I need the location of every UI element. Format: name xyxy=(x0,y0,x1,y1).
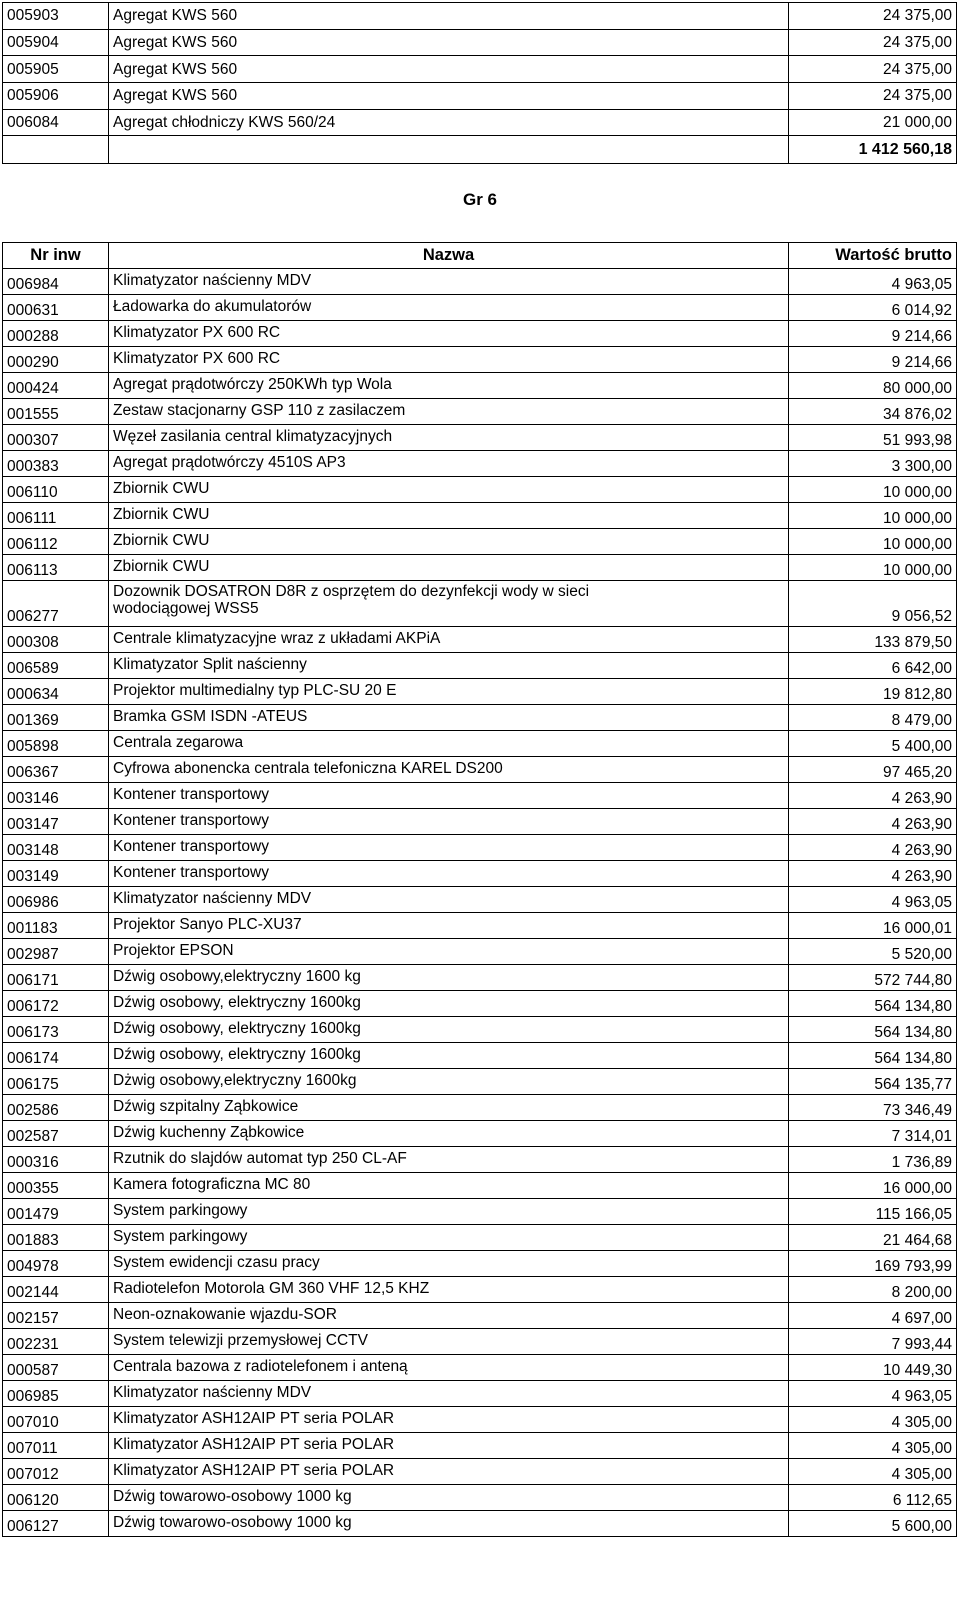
nr-inw-cell: 000308 xyxy=(3,627,109,653)
table-row xyxy=(3,503,957,529)
nr-inw-cell: 006172 xyxy=(3,991,109,1017)
nazwa-line: Zbiornik CWU xyxy=(113,506,210,523)
table-row xyxy=(3,581,957,627)
nazwa-line: Zestaw stacjonarny GSP 110 z zasilaczem xyxy=(113,402,406,419)
table-row xyxy=(3,835,957,861)
table-row xyxy=(3,1069,957,1095)
nr-inw-cell: 006120 xyxy=(3,1485,109,1511)
table-row xyxy=(3,887,957,913)
wartosc-cell: 133 879,50 xyxy=(789,627,957,653)
wartosc-cell: 115 166,05 xyxy=(789,1199,957,1225)
nazwa-line: Klimatyzator ASH12AIP PT seria POLAR xyxy=(113,1436,395,1453)
nazwa-line: Zbiornik CWU xyxy=(113,480,210,497)
nr-inw-cell: 002157 xyxy=(3,1303,109,1329)
nazwa-line: Dźwig osobowy, elektryczny 1600kg xyxy=(113,1046,361,1063)
previous-group-table xyxy=(2,2,957,164)
nr-inw-cell: 003147 xyxy=(3,809,109,835)
nazwa-cell: Agregat chłodniczy KWS 560/24 xyxy=(109,109,789,136)
nazwa-line: Kontener transportowy xyxy=(113,786,269,803)
wartosc-cell: 4 263,90 xyxy=(789,835,957,861)
nazwa-cell xyxy=(109,295,789,321)
table-row xyxy=(3,321,957,347)
nr-inw-cell: 006174 xyxy=(3,1043,109,1069)
nr-inw-cell: 002587 xyxy=(3,1121,109,1147)
nr-inw-cell: 006084 xyxy=(3,109,109,136)
nr-inw-cell: 000587 xyxy=(3,1355,109,1381)
wartosc-cell: 21 000,00 xyxy=(789,109,957,136)
nr-inw-cell: 001555 xyxy=(3,399,109,425)
nr-inw-cell: 006175 xyxy=(3,1069,109,1095)
table-row xyxy=(3,1225,957,1251)
table-row xyxy=(3,529,957,555)
nazwa-cell: Agregat KWS 560 xyxy=(109,3,789,30)
nr-inw-cell: 000634 xyxy=(3,679,109,705)
wartosc-cell: 1 736,89 xyxy=(789,1147,957,1173)
nazwa-cell xyxy=(109,1303,789,1329)
nazwa-cell xyxy=(109,477,789,503)
nazwa-cell xyxy=(109,1277,789,1303)
nazwa-cell xyxy=(109,321,789,347)
nazwa-cell xyxy=(109,705,789,731)
nazwa-cell xyxy=(109,555,789,581)
nazwa-cell xyxy=(109,1459,789,1485)
table-row xyxy=(3,1017,957,1043)
wartosc-cell: 4 263,90 xyxy=(789,809,957,835)
nazwa-cell xyxy=(109,269,789,295)
nr-inw-cell: 005898 xyxy=(3,731,109,757)
table-row xyxy=(3,1147,957,1173)
nr-inw-cell: 006173 xyxy=(3,1017,109,1043)
nazwa-line: System parkingowy xyxy=(113,1228,248,1245)
empty-cell xyxy=(3,136,109,164)
nazwa-cell xyxy=(109,835,789,861)
wartosc-cell: 6 642,00 xyxy=(789,653,957,679)
nazwa-cell xyxy=(109,1147,789,1173)
nazwa-cell xyxy=(109,1407,789,1433)
table-row xyxy=(3,809,957,835)
table-row xyxy=(3,1199,957,1225)
table-row xyxy=(3,1303,957,1329)
wartosc-cell: 9 214,66 xyxy=(789,321,957,347)
nr-inw-cell: 006113 xyxy=(3,555,109,581)
wartosc-cell: 6 112,65 xyxy=(789,1485,957,1511)
nazwa-line: Klimatyzator naścienny MDV xyxy=(113,1384,312,1401)
wartosc-cell: 73 346,49 xyxy=(789,1095,957,1121)
wartosc-cell: 8 479,00 xyxy=(789,705,957,731)
wartosc-cell: 24 375,00 xyxy=(789,29,957,56)
nazwa-line: Agregat prądotwórczy 250KWh typ Wola xyxy=(113,376,392,393)
nr-inw-cell: 006110 xyxy=(3,477,109,503)
nr-inw-cell: 001183 xyxy=(3,913,109,939)
wartosc-cell: 4 305,00 xyxy=(789,1459,957,1485)
wartosc-cell: 3 300,00 xyxy=(789,451,957,477)
nr-inw-cell: 001883 xyxy=(3,1225,109,1251)
nr-inw-cell: 007011 xyxy=(3,1433,109,1459)
nr-inw-cell: 002231 xyxy=(3,1329,109,1355)
nr-inw-cell: 005903 xyxy=(3,3,109,30)
nazwa-cell xyxy=(109,399,789,425)
table-row xyxy=(3,965,957,991)
nr-inw-cell: 000424 xyxy=(3,373,109,399)
nazwa-cell xyxy=(109,991,789,1017)
table-row xyxy=(3,1407,957,1433)
nazwa-cell xyxy=(109,1225,789,1251)
nr-inw-cell: 004978 xyxy=(3,1251,109,1277)
nazwa-line: Dźwig towarowo-osobowy 1000 kg xyxy=(113,1514,352,1531)
nr-inw-cell: 006589 xyxy=(3,653,109,679)
table-row xyxy=(3,731,957,757)
table-row xyxy=(3,83,957,110)
wartosc-cell: 564 134,80 xyxy=(789,1043,957,1069)
wartosc-cell: 10 000,00 xyxy=(789,529,957,555)
nr-inw-cell: 002987 xyxy=(3,939,109,965)
table-row xyxy=(3,783,957,809)
wartosc-cell: 5 400,00 xyxy=(789,731,957,757)
nazwa-line: Neon-oznakowanie wjazdu-SOR xyxy=(113,1306,338,1323)
nazwa-cell: Agregat KWS 560 xyxy=(109,83,789,110)
nazwa-cell xyxy=(109,1095,789,1121)
table-row xyxy=(3,347,957,373)
table-row xyxy=(3,29,957,56)
wartosc-cell: 4 263,90 xyxy=(789,783,957,809)
table-row xyxy=(3,679,957,705)
table-row xyxy=(3,913,957,939)
nr-inw-cell: 003148 xyxy=(3,835,109,861)
nr-inw-cell: 000288 xyxy=(3,321,109,347)
nazwa-cell xyxy=(109,425,789,451)
nazwa-cell xyxy=(109,529,789,555)
nazwa-line: Bramka GSM ISDN -ATEUS xyxy=(113,708,308,725)
nazwa-cell xyxy=(109,1381,789,1407)
nazwa-cell: Agregat KWS 560 xyxy=(109,29,789,56)
nr-inw-cell: 003149 xyxy=(3,861,109,887)
table-row xyxy=(3,399,957,425)
table-row xyxy=(3,477,957,503)
nazwa-line: Klimatyzator ASH12AIP PT seria POLAR xyxy=(113,1462,395,1479)
table-row xyxy=(3,425,957,451)
nazwa-line: Kamera fotograficzna MC 80 xyxy=(113,1176,311,1193)
nazwa-line: Zbiornik CWU xyxy=(113,532,210,549)
table-row xyxy=(3,1329,957,1355)
table-row xyxy=(3,1121,957,1147)
nazwa-line: Dżwig osobowy,elektryczny 1600kg xyxy=(113,1072,357,1089)
nr-inw-cell: 000307 xyxy=(3,425,109,451)
wartosc-cell: 21 464,68 xyxy=(789,1225,957,1251)
wartosc-cell: 34 876,02 xyxy=(789,399,957,425)
nazwa-line: Klimatyzator Split naścienny xyxy=(113,656,307,673)
nr-inw-cell: 006127 xyxy=(3,1511,109,1537)
nazwa-line: Klimatyzator naścienny MDV xyxy=(113,272,312,289)
table-row xyxy=(3,1381,957,1407)
table-row xyxy=(3,1277,957,1303)
nazwa-line: Kontener transportowy xyxy=(113,838,269,855)
nazwa-line: Węzeł zasilania central klimatyzacyjnych xyxy=(113,428,393,445)
nazwa-cell xyxy=(109,965,789,991)
nr-inw-cell: 006112 xyxy=(3,529,109,555)
nazwa-cell xyxy=(109,1121,789,1147)
nazwa-line: Projektor multimedialny typ PLC-SU 20 E xyxy=(113,682,397,699)
nr-inw-cell: 000383 xyxy=(3,451,109,477)
wartosc-cell: 80 000,00 xyxy=(789,373,957,399)
table-row xyxy=(3,1251,957,1277)
nazwa-cell xyxy=(109,1017,789,1043)
nazwa-cell xyxy=(109,1199,789,1225)
table-row xyxy=(3,56,957,83)
wartosc-cell: 6 014,92 xyxy=(789,295,957,321)
nazwa-cell xyxy=(109,809,789,835)
table-row xyxy=(3,861,957,887)
nazwa-line: Dźwig osobowy,elektryczny 1600 kg xyxy=(113,968,361,985)
nr-inw-cell: 005905 xyxy=(3,56,109,83)
wartosc-cell: 10 449,30 xyxy=(789,1355,957,1381)
table-row xyxy=(3,1043,957,1069)
nr-inw-cell: 001369 xyxy=(3,705,109,731)
nr-inw-cell: 003146 xyxy=(3,783,109,809)
nazwa-cell: Agregat KWS 560 xyxy=(109,56,789,83)
wartosc-cell: 97 465,20 xyxy=(789,757,957,783)
wartosc-cell: 572 744,80 xyxy=(789,965,957,991)
wartosc-cell: 24 375,00 xyxy=(789,3,957,30)
table-header-row xyxy=(3,243,957,269)
nazwa-cell xyxy=(109,373,789,399)
wartosc-cell: 10 000,00 xyxy=(789,477,957,503)
nr-inw-cell: 000631 xyxy=(3,295,109,321)
table-row xyxy=(3,1095,957,1121)
table-row xyxy=(3,939,957,965)
nazwa-line: Dźwig szpitalny Ząbkowice xyxy=(113,1098,299,1115)
wartosc-cell: 5 520,00 xyxy=(789,939,957,965)
wartosc-cell: 564 134,80 xyxy=(789,1017,957,1043)
nazwa-cell xyxy=(109,679,789,705)
wartosc-cell: 564 134,80 xyxy=(789,991,957,1017)
wartosc-cell: 169 793,99 xyxy=(789,1251,957,1277)
nazwa-cell xyxy=(109,783,789,809)
group-title: Gr 6 xyxy=(462,190,498,209)
nazwa-line: System telewizji przemysłowej CCTV xyxy=(113,1332,368,1349)
nazwa-cell xyxy=(109,1485,789,1511)
nazwa-cell xyxy=(109,939,789,965)
table-row xyxy=(3,3,957,30)
nazwa-cell xyxy=(109,1511,789,1537)
nazwa-line: Klimatyzator ASH12AIP PT seria POLAR xyxy=(113,1410,395,1427)
nazwa-cell xyxy=(109,1329,789,1355)
table-row xyxy=(3,653,957,679)
group-total-value: 1 412 560,18 xyxy=(789,136,957,164)
nr-inw-cell: 002586 xyxy=(3,1095,109,1121)
nazwa-cell xyxy=(109,1069,789,1095)
wartosc-cell: 5 600,00 xyxy=(789,1511,957,1537)
nazwa-line: wodociągowej WSS5 xyxy=(113,600,259,617)
nazwa-line: Ładowarka do akumulatorów xyxy=(113,298,312,315)
wartosc-cell: 51 993,98 xyxy=(789,425,957,451)
nr-inw-cell: 006985 xyxy=(3,1381,109,1407)
wartosc-cell: 4 963,05 xyxy=(789,887,957,913)
table-row xyxy=(3,1173,957,1199)
wartosc-cell: 10 000,00 xyxy=(789,555,957,581)
wartosc-cell: 4 697,00 xyxy=(789,1303,957,1329)
nazwa-cell xyxy=(109,913,789,939)
nr-inw-cell: 006277 xyxy=(3,581,109,627)
table-row xyxy=(3,1459,957,1485)
nazwa-line: Klimatyzator PX 600 RC xyxy=(113,324,281,341)
nr-inw-cell: 007010 xyxy=(3,1407,109,1433)
wartosc-cell: 8 200,00 xyxy=(789,1277,957,1303)
nazwa-cell xyxy=(109,581,789,627)
nr-inw-cell: 006984 xyxy=(3,269,109,295)
table-row xyxy=(3,1511,957,1537)
nr-inw-cell: 005906 xyxy=(3,83,109,110)
wartosc-cell: 9 056,52 xyxy=(789,581,957,627)
table-row xyxy=(3,705,957,731)
empty-cell xyxy=(109,136,789,164)
table-row xyxy=(3,757,957,783)
nazwa-cell xyxy=(109,1251,789,1277)
nazwa-line: Centrala zegarowa xyxy=(113,734,244,751)
nazwa-line: Projektor EPSON xyxy=(113,942,234,959)
wartosc-cell: 564 135,77 xyxy=(789,1069,957,1095)
wartosc-cell: 4 263,90 xyxy=(789,861,957,887)
wartosc-cell: 4 305,00 xyxy=(789,1433,957,1459)
nr-inw-cell: 000355 xyxy=(3,1173,109,1199)
previous-group-body xyxy=(3,3,957,164)
nr-inw-cell: 007012 xyxy=(3,1459,109,1485)
table-row xyxy=(3,1433,957,1459)
nr-inw-cell: 000290 xyxy=(3,347,109,373)
nazwa-cell xyxy=(109,1173,789,1199)
group-total-row xyxy=(3,136,957,164)
nazwa-line: Rzutnik do slajdów automat typ 250 CL-AF xyxy=(113,1150,407,1167)
wartosc-cell: 16 000,00 xyxy=(789,1173,957,1199)
nazwa-line: Klimatyzator naścienny MDV xyxy=(113,890,312,907)
nr-inw-cell: 006986 xyxy=(3,887,109,913)
asset-table-body xyxy=(3,269,957,1537)
header-nazwa: Nazwa xyxy=(109,243,789,269)
table-row xyxy=(3,295,957,321)
nazwa-line: Dźwig osobowy, elektryczny 1600kg xyxy=(113,994,361,1011)
wartosc-cell: 24 375,00 xyxy=(789,56,957,83)
nazwa-cell xyxy=(109,347,789,373)
nazwa-line: Dozownik DOSATRON D8R z osprzętem do dezynfekcji wody w sieci xyxy=(113,583,590,600)
asset-table xyxy=(2,242,957,1537)
table-row xyxy=(3,451,957,477)
wartosc-cell: 7 314,01 xyxy=(789,1121,957,1147)
nazwa-cell xyxy=(109,1043,789,1069)
wartosc-cell: 16 000,01 xyxy=(789,913,957,939)
table-row xyxy=(3,109,957,136)
nazwa-line: Centrale klimatyzacyjne wraz z układami AKPiA xyxy=(113,630,441,647)
nazwa-line: Agregat prądotwórczy 4510S AP3 xyxy=(113,454,346,471)
nazwa-line: System ewidencji czasu pracy xyxy=(113,1254,320,1271)
nazwa-cell xyxy=(109,451,789,477)
nazwa-line: Klimatyzator PX 600 RC xyxy=(113,350,281,367)
table-row xyxy=(3,555,957,581)
nazwa-cell xyxy=(109,887,789,913)
nazwa-line: Kontener transportowy xyxy=(113,812,269,829)
nazwa-cell xyxy=(109,1433,789,1459)
nazwa-line: Radiotelefon Motorola GM 360 VHF 12,5 KHZ xyxy=(113,1280,430,1297)
nazwa-line: Projektor Sanyo PLC-XU37 xyxy=(113,916,302,933)
nazwa-line: Dźwig kuchenny Ząbkowice xyxy=(113,1124,305,1141)
nr-inw-cell: 006111 xyxy=(3,503,109,529)
table-row xyxy=(3,1485,957,1511)
wartosc-cell: 9 214,66 xyxy=(789,347,957,373)
table-row xyxy=(3,269,957,295)
header-wartosc-brutto: Wartość brutto xyxy=(789,243,957,269)
nr-inw-cell: 002144 xyxy=(3,1277,109,1303)
nazwa-line: Dźwig towarowo-osobowy 1000 kg xyxy=(113,1488,352,1505)
nazwa-line: Cyfrowa abonencka centrala telefoniczna KAREL DS200 xyxy=(113,760,503,777)
nr-inw-cell: 001479 xyxy=(3,1199,109,1225)
nr-inw-cell: 006367 xyxy=(3,757,109,783)
nazwa-cell xyxy=(109,503,789,529)
nazwa-line: Zbiornik CWU xyxy=(113,558,210,575)
nr-inw-cell: 006171 xyxy=(3,965,109,991)
nr-inw-cell: 005904 xyxy=(3,29,109,56)
wartosc-cell: 4 963,05 xyxy=(789,1381,957,1407)
wartosc-cell: 10 000,00 xyxy=(789,503,957,529)
wartosc-cell: 7 993,44 xyxy=(789,1329,957,1355)
nr-inw-cell: 000316 xyxy=(3,1147,109,1173)
nazwa-cell xyxy=(109,861,789,887)
nazwa-line: Centrala bazowa z radiotelefonem i anteną xyxy=(113,1358,408,1375)
nazwa-line: System parkingowy xyxy=(113,1202,248,1219)
wartosc-cell: 4 305,00 xyxy=(789,1407,957,1433)
nazwa-cell xyxy=(109,653,789,679)
wartosc-cell: 19 812,80 xyxy=(789,679,957,705)
nazwa-cell xyxy=(109,731,789,757)
table-row xyxy=(3,627,957,653)
nazwa-cell xyxy=(109,1355,789,1381)
nazwa-cell xyxy=(109,627,789,653)
wartosc-cell: 24 375,00 xyxy=(789,83,957,110)
nazwa-line: Dźwig osobowy, elektryczny 1600kg xyxy=(113,1020,361,1037)
table-row xyxy=(3,373,957,399)
wartosc-cell: 4 963,05 xyxy=(789,269,957,295)
table-row xyxy=(3,1355,957,1381)
nazwa-line: Kontener transportowy xyxy=(113,864,269,881)
nazwa-cell xyxy=(109,757,789,783)
table-row xyxy=(3,991,957,1017)
header-nr-inw: Nr inw xyxy=(3,243,109,269)
